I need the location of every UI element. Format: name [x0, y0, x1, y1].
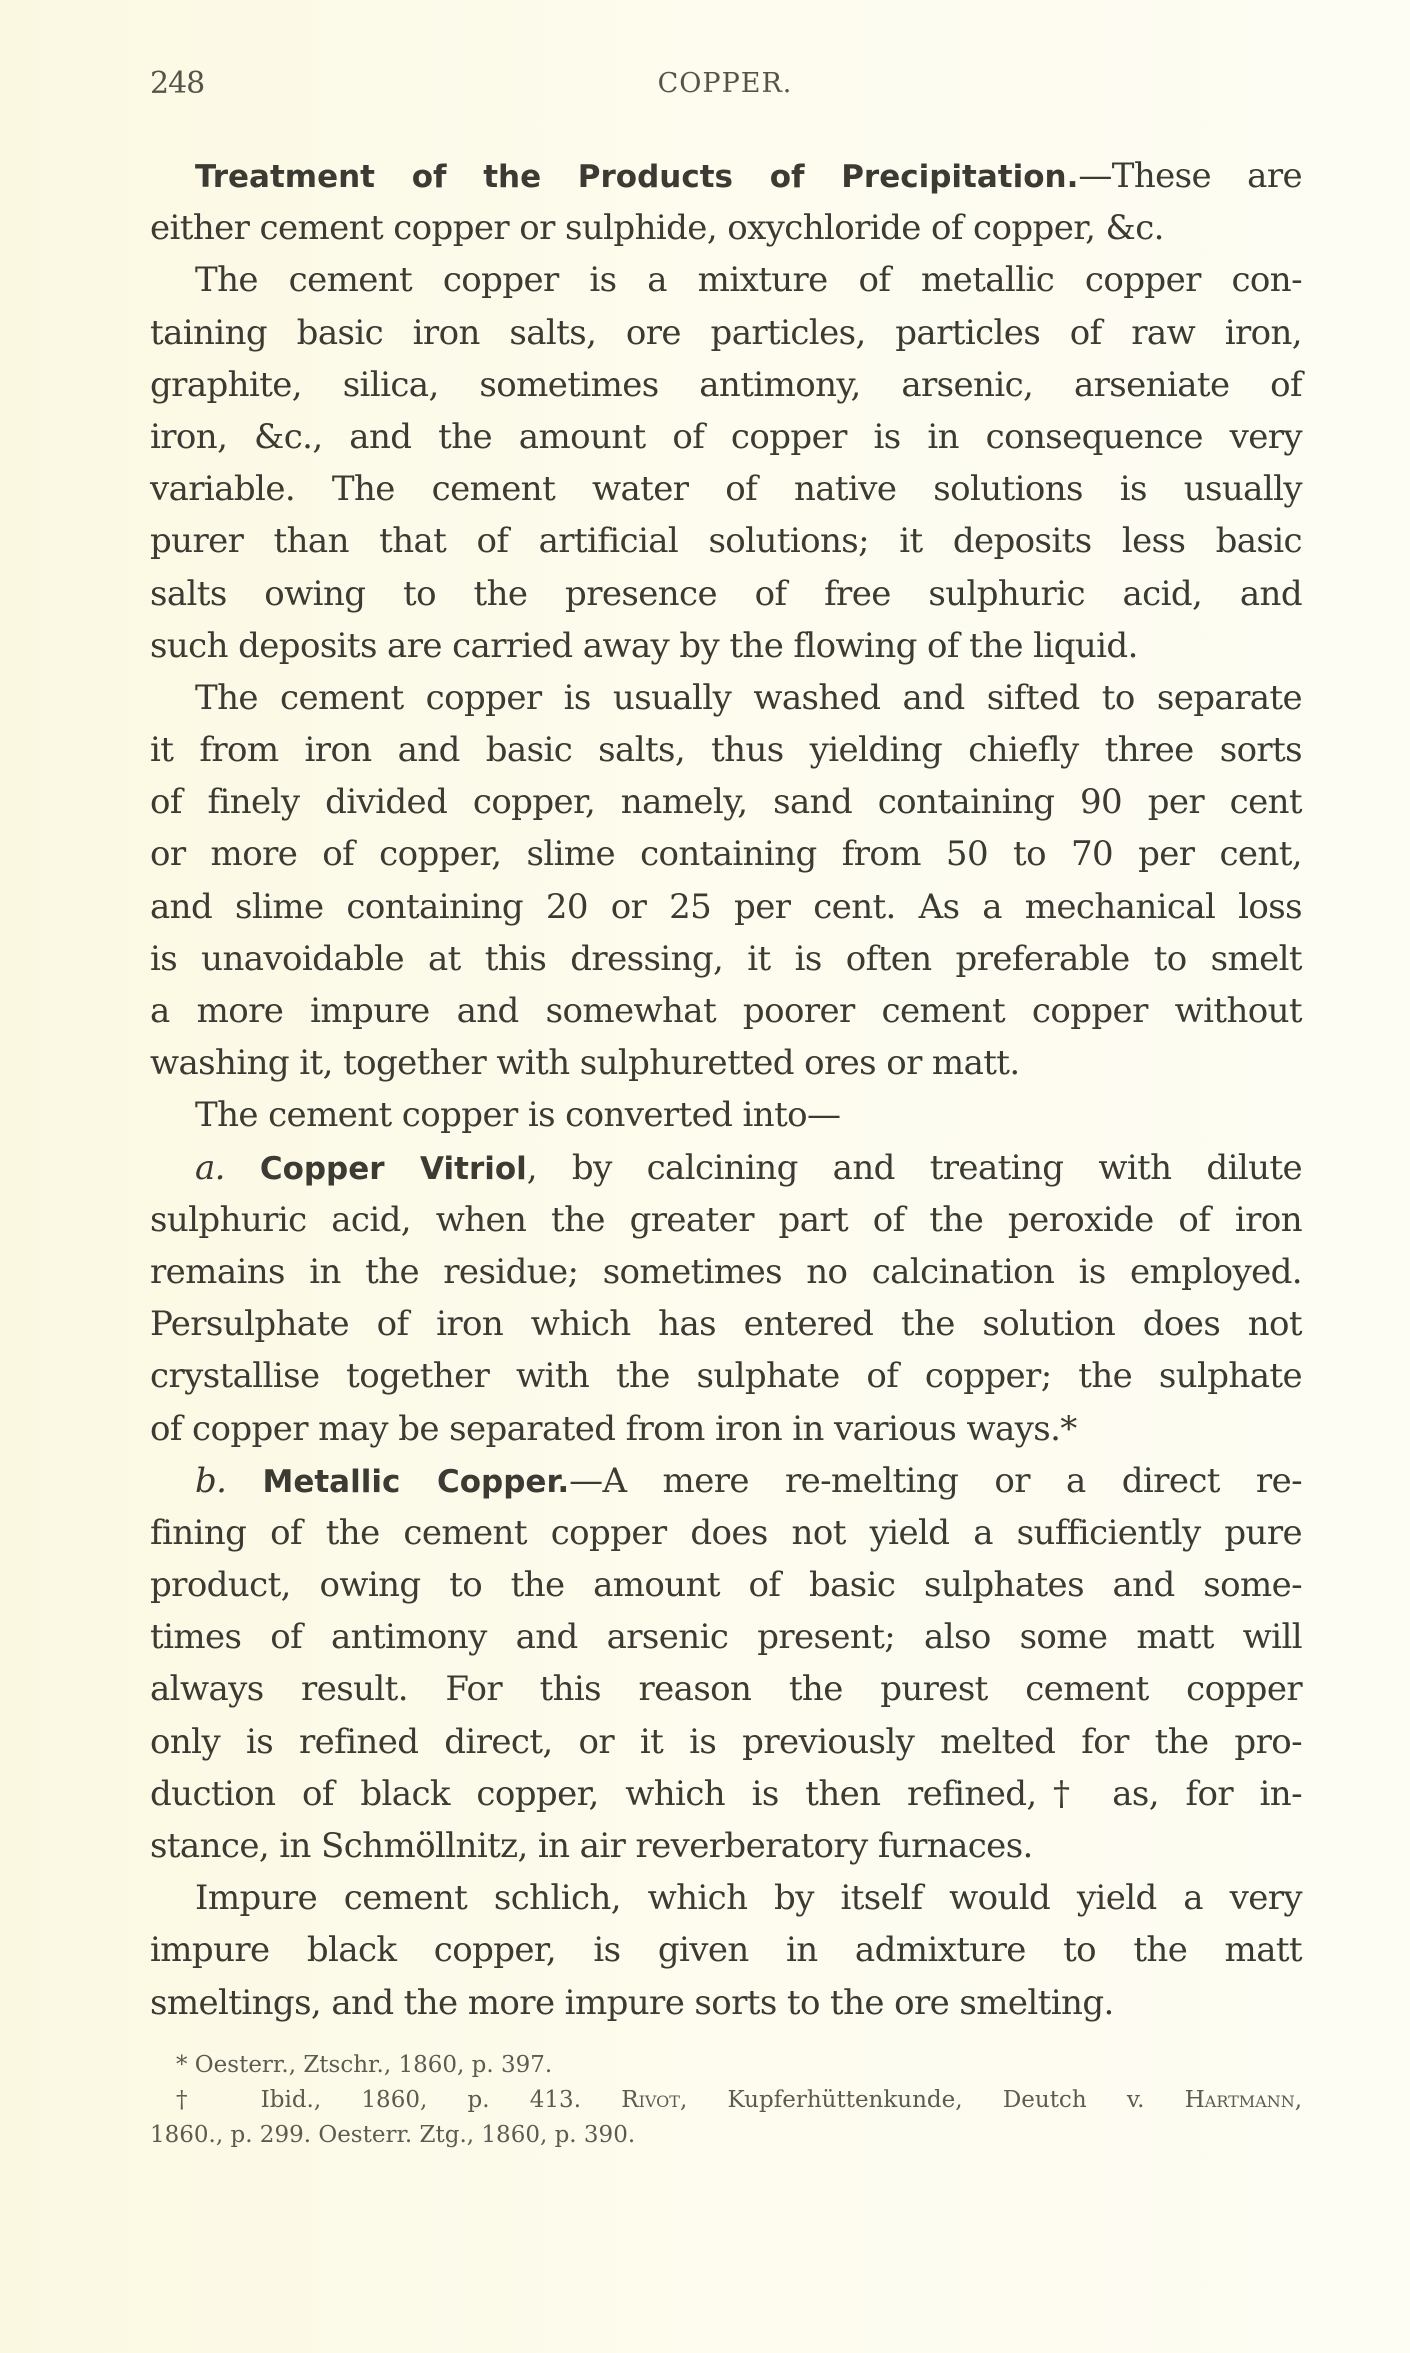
running-head: [150, 66, 1300, 106]
subsection-heading: Copper Vitriol: [259, 1150, 527, 1187]
paragraph-line: sulphuric acid, when the greater part of the peroxide of iron: [150, 1199, 1302, 1240]
paragraph-line: The cement copper is a mixture of metallic copper con-: [195, 260, 1302, 301]
paragraph-line: product, owing to the amount of basic sulphates and some-: [150, 1565, 1302, 1606]
paragraph-line: of copper may be separated from iron in various ways.*: [150, 1408, 1077, 1449]
paragraph-line: stance, in Schmöllnitz, in air reverberatory furnaces.: [150, 1826, 1033, 1866]
paragraph-line: Treatment of the Products of Precipitation.—These are: [195, 156, 1302, 196]
paragraph-line: washing it, together with sulphuretted ores or matt.: [150, 1043, 1020, 1084]
paragraph-line: a. Copper Vitriol, by calcining and treating with dilute: [195, 1147, 1302, 1188]
paragraph-line: fining of the cement copper does not yield a sufficiently pure: [150, 1512, 1302, 1553]
paragraph-line: either cement copper or sulphide, oxychloride of copper, &c.: [150, 208, 1164, 249]
paragraph-line: and slime containing 20 or 25 per cent. As a mechanical loss: [150, 886, 1302, 927]
author-name: Hartmann: [1184, 2087, 1295, 2113]
footnote-1: * Oesterr., Ztschr., 1860, p. 397.: [176, 2052, 553, 2078]
paragraph-line: impure black copper, is given in admixture to the matt: [150, 1930, 1302, 1971]
paragraph-line: variable. The cement water of native solutions is usually: [150, 469, 1302, 510]
paragraph-line: a more impure and somewhat poorer cement copper without: [150, 991, 1302, 1031]
footnote-2-continued: 1860., p. 299. Oesterr. Ztg., 1860, p. 390.: [150, 2122, 636, 2148]
paragraph-line: graphite, silica, sometimes antimony, arsenic, arseniate of: [150, 364, 1302, 405]
author-name: Rivot: [621, 2087, 680, 2113]
paragraph-line: Impure cement schlich, which by itself would yield a very: [195, 1878, 1302, 1919]
paragraph-line: The cement copper is usually washed and sifted to separate: [195, 677, 1302, 718]
paragraph-line: crystallise together with the sulphate of copper; the sulphate: [150, 1356, 1302, 1397]
paragraph-line: smeltings, and the more impure sorts to the ore smelting.: [150, 1982, 1114, 2023]
footnotes: [150, 2048, 1302, 2153]
paragraph-line: only is refined direct, or it is previously melted for the pro-: [150, 1721, 1302, 1762]
paragraph-line: it from iron and basic salts, thus yielding chiefly three sorts: [150, 730, 1302, 771]
paragraph-line: Persulphate of iron which has entered the solution does not: [150, 1304, 1302, 1345]
paragraph-line: b. Metallic Copper.—A mere re-melting or a direct re-: [195, 1460, 1302, 1501]
list-marker: a.: [195, 1147, 225, 1188]
running-title: COPPER.: [657, 68, 793, 99]
footnote-2: † Ibid., 1860, p. 413. Rivot, Kupferhüttenkunde, Deutch v. Hartmann,: [176, 2087, 1303, 2113]
paragraph-line: such deposits are carried away by the flowing of the liquid.: [150, 625, 1138, 666]
section-heading: Treatment of the Products of Precipitation.: [195, 159, 1079, 195]
page-number: 248: [150, 66, 205, 101]
paragraph-line: of finely divided copper, namely, sand containing 90 per cent: [150, 782, 1302, 823]
paragraph-line: duction of black copper, which is then refined,† as, for in-: [150, 1773, 1302, 1814]
list-marker: b.: [195, 1460, 227, 1501]
paragraph-line: salts owing to the presence of free sulphuric acid, and: [150, 573, 1302, 614]
paragraph-line: iron, &c., and the amount of copper is in consequence very: [150, 416, 1302, 457]
paragraph-line: times of antimony and arsenic present; also some matt will: [150, 1617, 1302, 1658]
paragraph-line: is unavoidable at this dressing, it is often preferable to smelt: [150, 938, 1302, 979]
paragraph-line: taining basic iron salts, ore particles, particles of raw iron,: [150, 312, 1302, 353]
paragraph-line: always result. For this reason the purest cement copper: [150, 1669, 1302, 1710]
paragraph-line: The cement copper is converted into—: [195, 1095, 841, 1136]
paragraph-line: purer than that of artificial solutions; it deposits less basic: [150, 521, 1302, 562]
paragraph-line: remains in the residue; sometimes no calcination is employed.: [150, 1251, 1302, 1292]
subsection-heading: Metallic Copper.: [262, 1463, 570, 1500]
body-text: [150, 150, 1302, 2029]
paragraph-line: or more of copper, slime containing from 50 to 70 per cent,: [150, 834, 1302, 875]
